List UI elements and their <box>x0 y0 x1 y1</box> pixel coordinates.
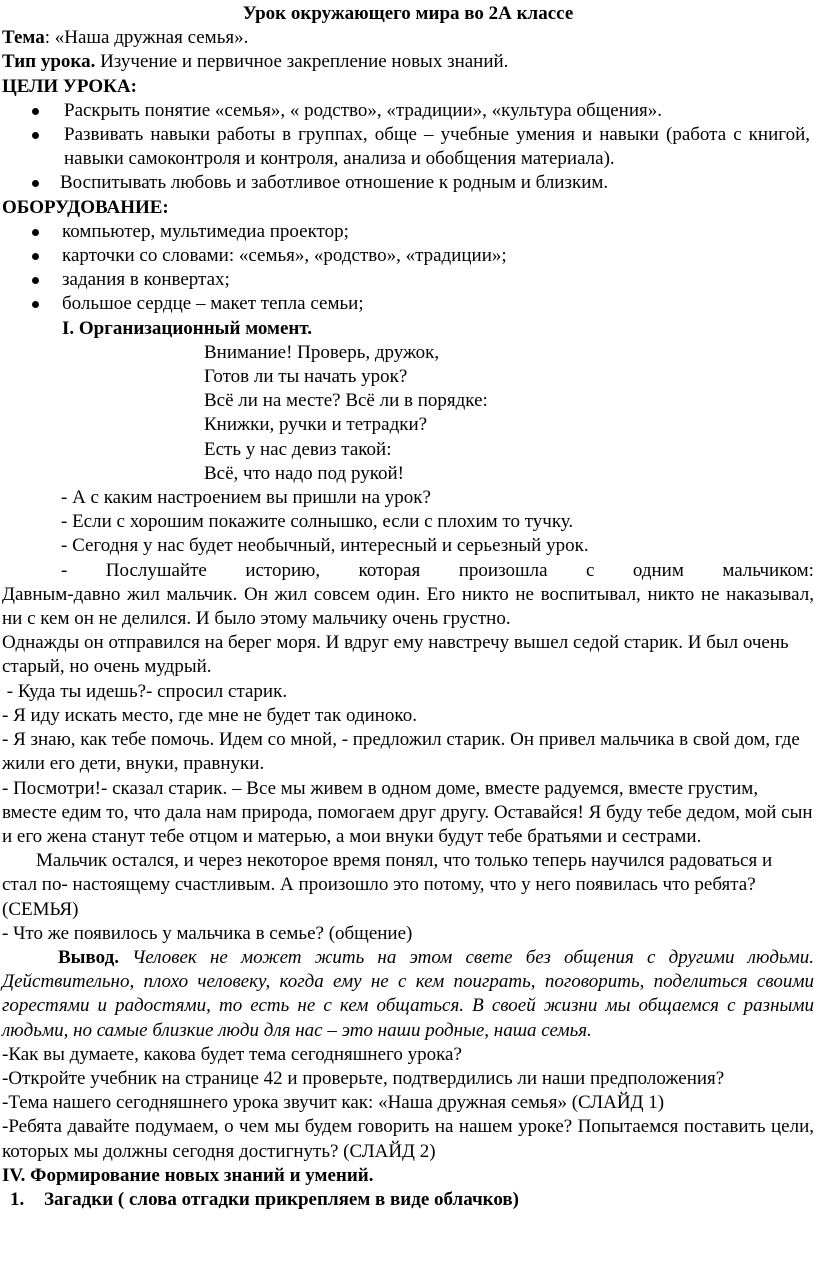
lesson-type-text: Изучение и первичное закрепление новых знаний. <box>95 51 509 73</box>
section-heading-new-knowledge: IV. Формирование новых знаний и умений. <box>2 1164 374 1186</box>
equipment-item: большое сердце – макет тепла семьи; <box>2 292 814 316</box>
story-intro-line: - Послушайте историю, которая произошла с одним мальчиком: <box>61 559 814 581</box>
poem-line: Всё ли на месте? Всё ли в порядке: <box>204 390 488 412</box>
bullet-icon <box>32 108 39 115</box>
lesson-theme <box>2 26 814 50</box>
dialog-line: -Тема нашего сегодняшнего урока звучит как: «Наша дружная семья» (СЛАЙД 1) <box>2 1092 665 1114</box>
equipment-heading: ОБОРУДОВАНИЕ: <box>2 196 169 218</box>
equipment-item: компьютер, мультимедиа проектор; <box>2 220 814 244</box>
dialog-line: -Откройте учебник на странице 42 и проверьте, подтвердились ли наши предположения? <box>2 1067 725 1089</box>
story-paragraph: - Я иду искать место, где мне не будет так одиноко. <box>2 704 417 726</box>
poem-line: Есть у нас девиз такой: <box>204 438 392 460</box>
story-paragraph: - Я знаю, как тебе помочь. Идем со мной, - предложил старик. Он привел мальчика в свой дом, где жили его дети, внуки, правнуки. <box>2 729 800 775</box>
conclusion-label: Вывод. <box>58 946 119 968</box>
theme-label: Тема <box>2 27 45 49</box>
bullet-icon <box>32 253 39 260</box>
poem-line: Внимание! Проверь, дружок, <box>204 341 440 363</box>
page-title: Урок окружающего мира во 2А классе <box>242 3 574 24</box>
item-text: Загадки ( слова отгадки прикрепляем в виде облачков) <box>44 1188 519 1210</box>
lesson-type <box>2 50 814 74</box>
poem <box>2 341 814 486</box>
conclusion-paragraph <box>2 946 814 1043</box>
dialog-line: - Если с хорошим покажите солнышко, если с плохим то тучку. <box>61 511 574 533</box>
goal-item: Раскрыть понятие «семья», « родство», «традиции», «культура общения». <box>2 99 814 123</box>
goal-item: Развивать навыки работы в группах, обще – учебные умения и навыки (работа с книгой, навыки самоконтроля и контроля, анализа и обобщения материала). <box>2 123 814 171</box>
goals-heading: ЦЕЛИ УРОКА: <box>2 75 137 97</box>
story-paragraph: Давным-давно жил мальчик. Он жил совсем один. Его никто не воспитывал, никто не наказывал, ни с кем он не делился. И было этому мальчику очень грустно. <box>2 583 814 630</box>
question-line: - Что же появилось у мальчика в семье? (общение) <box>2 922 413 944</box>
bullet-icon <box>32 301 39 308</box>
goals-list <box>2 99 814 196</box>
story-paragraph: - Куда ты идешь?- спросил старик. <box>2 680 288 702</box>
dialog-line: - Сегодня у нас будет необычный, интересный и серьезный урок. <box>61 535 589 557</box>
section-heading-org: I. Организационный момент. <box>62 317 313 339</box>
lesson-type-label: Тип урока. <box>2 51 96 73</box>
theme-text: : «Наша дружная семья». <box>44 27 249 49</box>
item-number: 1. <box>10 1188 25 1210</box>
dialog-line: - А с каким настроением вы пришли на урок? <box>61 487 431 509</box>
numbered-item <box>2 1188 814 1212</box>
bullet-icon <box>32 229 39 236</box>
equipment-list <box>2 220 814 317</box>
conclusion-text: Человек не может жить на этом свете без общения с другими людьми. Действительно, плохо человеку, когда ему не с кем поиграть, поговорить, поделиться своими горестями и радостями, то есть не с кем общаться. В своей жизни мы общаемся с разными людьми, но самые близкие люди для нас – это наши родные, наша семья. <box>2 946 814 1041</box>
story-paragraph: - Посмотри!- сказал старик. – Все мы живем в одном доме, вместе радуемся, вместе грустим, вместе едим то, что дала нам природа, помогаем друг другу. Оставайся! Я буду тебе дедом, мой сын и его жена станут тебе отцом и матерью, а мои внуки будут тебе братьями и сестрами. <box>2 777 813 847</box>
bullet-icon <box>32 180 39 187</box>
bullet-icon <box>32 277 39 284</box>
goal-item: Воспитывать любовь и заботливое отношение к родным и близким. <box>2 171 814 195</box>
poem-line: Книжки, ручки и тетрадки? <box>204 414 428 436</box>
dialog-line: -Ребята давайте подумаем, о чем мы будем говорить на нашем уроке? Попытаемся поставить цели, которых мы должны сегодня достигнуть? (СЛАЙД 2) <box>2 1116 814 1162</box>
equipment-item: карточки со словами: «семья», «родство», «традиции»; <box>2 244 814 268</box>
poem-line: Всё, что надо под рукой! <box>204 462 404 484</box>
poem-line: Готов ли ты начать урок? <box>204 366 408 388</box>
story-paragraph: Однажды он отправился на берег моря. И вдруг ему навстречу вышел седой старик. И был очень старый, но очень мудрый. <box>2 632 789 678</box>
dialog-line: -Как вы думаете, какова будет тема сегодняшнего урока? <box>2 1043 462 1065</box>
equipment-item: задания в конвертах; <box>2 268 814 292</box>
bullet-icon <box>32 132 39 139</box>
boy-paragraph: Мальчик остался, и через некоторое время понял, что только теперь научился радоваться и стал по- настоящему счастливым. А произошло это потому, что у него появилась что ребята? (СЕМЬЯ) <box>2 850 773 920</box>
